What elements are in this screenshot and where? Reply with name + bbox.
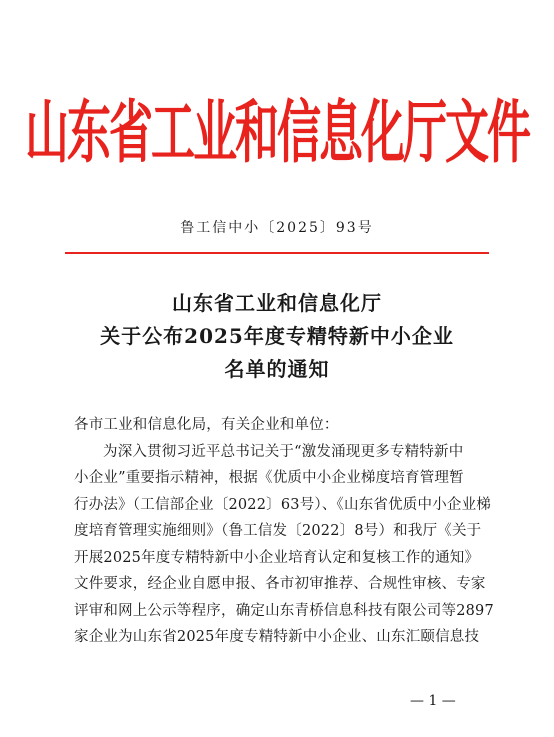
body-line: 小企业”重要指示精神，根据《优质中小企业梯度培育管理暂: [74, 470, 464, 486]
body-line: 开展2025年度专精特新中小企业培育认定和复核工作的通知》: [74, 549, 480, 566]
body-line: 评审和网上公示等程序，确定山东青桥信息科技有限公司等2897: [74, 602, 494, 619]
body-line: 为深入贯彻习近平总书记关于“激发涌现更多专精特新中: [103, 443, 464, 460]
notice-title-line-1: 山东省工业和信息化厅: [172, 291, 382, 315]
body-line: 文件要求，经企业自愿申报、各市初审推荐、合规性审核、专家: [74, 576, 486, 592]
notice-title: [0, 287, 554, 386]
salutation: 各市工业和信息化局，有关企业和单位：: [74, 417, 339, 433]
page-number: — 1 —: [410, 693, 456, 709]
notice-title-line-2: 关于公布2025年度专精特新中小企业: [100, 324, 454, 348]
notice-title-line-3: 名单的通知: [224, 357, 330, 381]
body-line: 行办法》（工信部企业〔2022〕63号）、《山东省优质中小企业梯: [74, 496, 491, 513]
agency-header-title: 山东省工业和信息化厅文件: [25, 93, 529, 173]
document-number: 鲁工信中小〔2025〕93号: [180, 220, 374, 236]
notice-body: [74, 412, 494, 651]
body-line: 度培育管理实施细则》（鲁工信发〔2022〕8号）和我厅《关于: [74, 523, 482, 539]
red-divider-rule: [65, 252, 489, 254]
body-line: 家企业为山东省2025年度专精特新中小企业、山东汇颐信息技: [74, 629, 480, 645]
